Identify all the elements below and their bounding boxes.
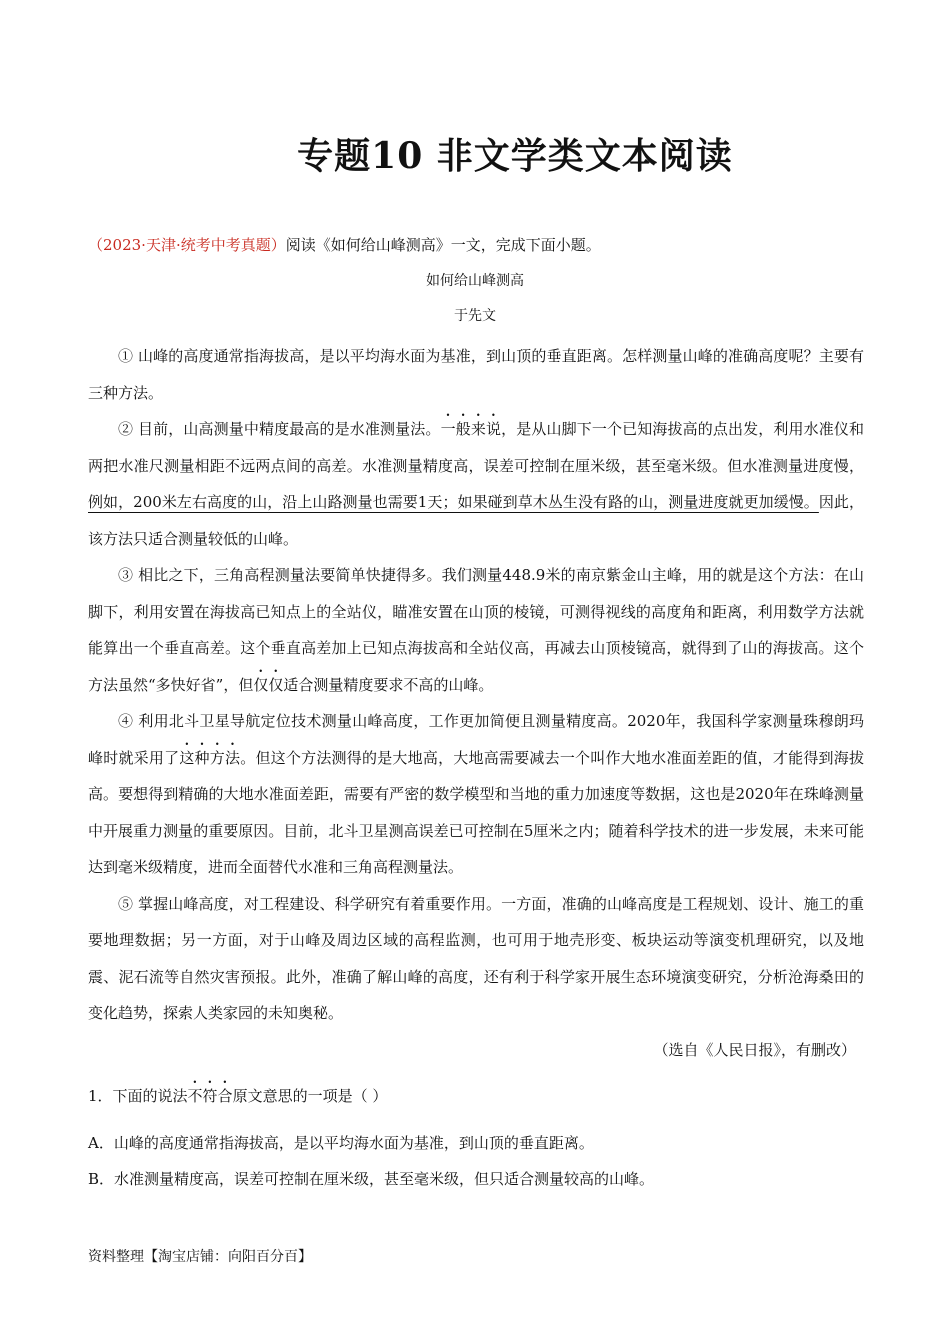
question-emphasis: 不符合 bbox=[187, 1087, 233, 1105]
p2-underlined: 例如，200米左右高度的山，沿上山路测量也需要1天；如果碰到草木丛生没有路的山，测量进度就更加缓慢。 bbox=[88, 493, 819, 511]
page-title: 专题10 非文学类文本阅读 bbox=[297, 135, 733, 177]
paragraph-1: ① 山峰的高度通常指海拔高，是以平均海水面为基准，到山顶的垂直距离。怎样测量山峰的准确高度呢？主要有三种方法。 bbox=[88, 347, 864, 402]
p2-text-c: 因此，该方法只适合测量较低的山峰。 bbox=[88, 493, 864, 548]
option-b[interactable]: B．水准测量精度高，误差可控制在厘米级，甚至毫米级，但只适合测量较高的山峰。 bbox=[88, 1170, 655, 1188]
exam-source: （2023·天津·统考中考真题） bbox=[88, 236, 286, 254]
p4-text-b: 。但这个方法测得的是大地高，大地高需要减去一个叫作大地水准面差距的值，才能得到海拔高。要想得到精确的大地水准面差距，需要有严密的数学模型和当地的重力加速度等数据，这也是2020年在珠峰测量中开展重力测量的重要原因。目前，北斗卫星测高误差已可控制在5厘米之内；随着科学技术的进一步发展，未来可能达到毫米级精度，进而全面替代水准和三角高程测量法。 bbox=[88, 748, 864, 876]
question-text-b: 原文意思的一项是（ ） bbox=[232, 1087, 388, 1105]
p3-text-a: ③ 相比之下，三角高程测量法要简单快捷得多。我们测量448.9米的南京紫金山主峰，用的就是这个方法：在山脚下，利用安置在海拔高已知点上的全站仪，瞄准安置在山顶的棱镜，可测得视线的高度角和距离，利用数学方法就能算出一个垂直高差。这个垂直高差加上已知点海拔高和全站仪高，再减去山顶棱镜高，就得到了山的海拔高。这个方法虽然“多快好省”，但 bbox=[88, 566, 864, 694]
article-author: 于先文 bbox=[454, 308, 496, 324]
paragraph-2 bbox=[88, 411, 864, 557]
intro-text: 阅读《如何给山峰测高》一文，完成下面小题。 bbox=[285, 236, 601, 254]
p4-emphasis: 这种方法 bbox=[179, 748, 241, 767]
p2-text-b: ，是从山脚下一个已知海拔高的点出发，利用水准仪和两把水准尺测量相距不远两点间的高差。水准测量精度高，误差可控制在厘米级，甚至毫米级。但水准测量进度慢， bbox=[88, 420, 864, 475]
question-intro bbox=[88, 234, 601, 255]
p2-emphasis: 一般来说 bbox=[440, 420, 502, 438]
question-1 bbox=[88, 1078, 387, 1106]
article-body bbox=[88, 338, 864, 1068]
p4-text-a: ④ 利用北斗卫星导航定位技术测量山峰高度，工作更加简便且测量精度高。2020年，我国科学家测量珠穆朗玛峰时就采用了 bbox=[88, 712, 864, 767]
footer-credit: 资料整理【淘宝店铺：向阳百分百】 bbox=[88, 1249, 312, 1265]
p2-text-a: ② 目前，山高测量中精度最高的是水准测量法。 bbox=[118, 420, 441, 438]
paragraph-5: ⑤ 掌握山峰高度，对工程建设、科学研究有着重要作用。一方面，准确的山峰高度是工程规划、设计、施工的重要地理数据；另一方面，对于山峰及周边区域的高程监测，也可用于地壳形变、板块运动等演变机理研究，以及地震、泥石流等自然灾害预报。此外，准确了解山峰的高度，还有利于科学家开展生态环境演变研究，分析沧海桑田的变化趋势，探索人类家园的未知奥秘。 bbox=[88, 894, 864, 1022]
article-title: 如何给山峰测高 bbox=[426, 273, 524, 289]
question-text-a: 1．下面的说法 bbox=[88, 1087, 188, 1105]
paragraph-3 bbox=[88, 557, 864, 703]
p3-emphasis: 仅仅 bbox=[253, 675, 284, 694]
option-a[interactable]: A．山峰的高度通常指海拔高，是以平均海水面为基准，到山顶的垂直距离。 bbox=[88, 1134, 594, 1152]
paragraph-4 bbox=[88, 703, 864, 886]
p3-text-b: 适合测量精度要求不高的山峰。 bbox=[283, 675, 494, 694]
article-source: （选自《人民日报》，有删改） bbox=[653, 1040, 856, 1059]
